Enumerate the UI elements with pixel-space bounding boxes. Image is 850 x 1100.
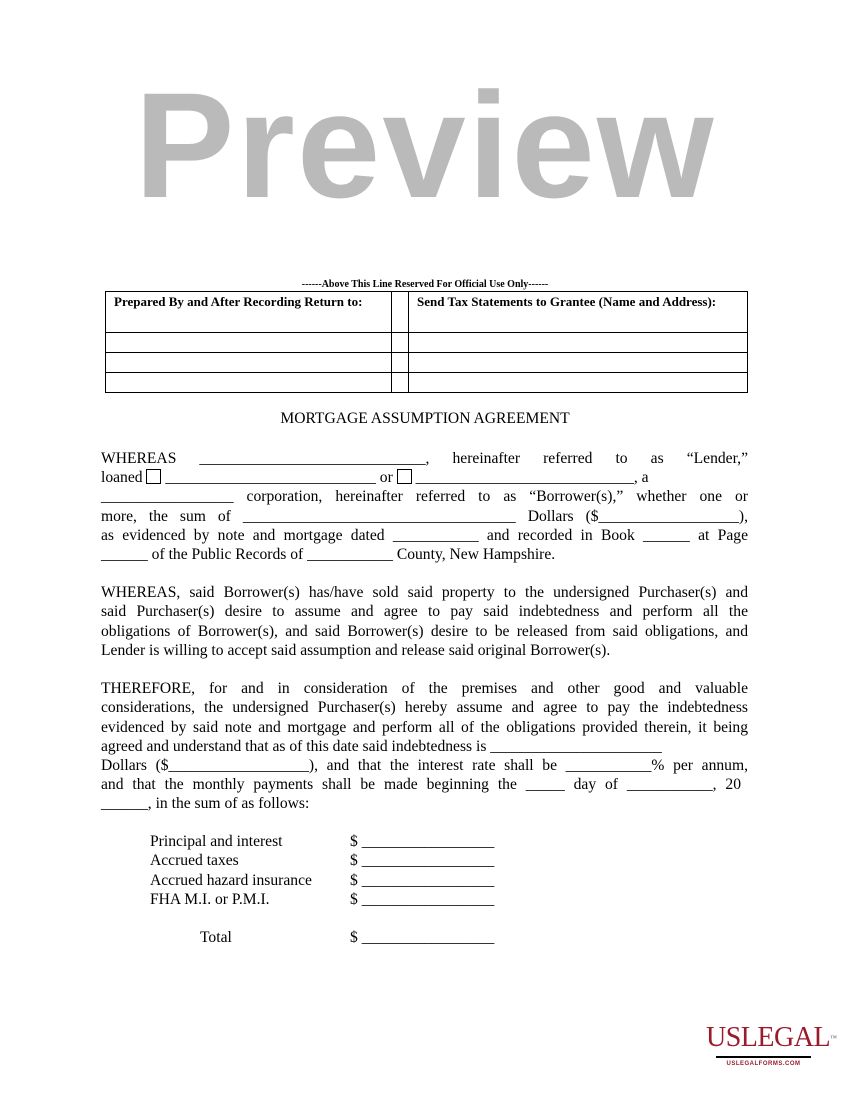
send-tax-field[interactable]: [409, 353, 748, 373]
payment-label: Accrued taxes: [150, 852, 239, 869]
para1-line: as evidenced by note and mortgage dated ___________ and recorded in Book ______ at Page: [101, 527, 748, 544]
recording-info-table: [105, 291, 748, 393]
para3-line: considerations, the undersigned Purchaser(s) hereby assume and agree to pay the indebtedness: [101, 699, 748, 716]
send-tax-field[interactable]: [409, 373, 748, 393]
column-gap: [392, 353, 409, 373]
para1-line: more, the sum of ___________________________________ Dollars ($__________________),: [101, 508, 748, 525]
para1-line: WHEREAS _____________________________, hereinafter referred to as “Lender,”: [101, 450, 748, 467]
corporation-checkbox[interactable]: [397, 469, 412, 484]
payment-value[interactable]: $ _________________: [350, 872, 495, 889]
uslegal-logo: [706, 1022, 837, 1067]
para2-line: obligations of Borrower(s), and said Borrower(s) desire to be released from said obligations, and: [101, 623, 748, 640]
para1-line-loaned: [101, 468, 748, 487]
column-gap: [392, 333, 409, 353]
para3-line: ______, in the sum of as follows:: [101, 795, 310, 812]
text: ___________________________ or: [161, 469, 397, 486]
eagle-wings-icon: [716, 1054, 811, 1060]
send-tax-header-cell: [409, 292, 748, 333]
para3-line: agreed and understand that as of this date said indebtedness is ______________________: [101, 738, 662, 755]
reserved-line-notice: ------Above This Line Reserved For Official Use Only------: [301, 279, 549, 290]
para3-line: THEREFORE, for and in consideration of the premises and other good and valuable: [101, 680, 748, 697]
payment-label: Principal and interest: [150, 833, 283, 850]
text: ____________________________, a: [411, 469, 649, 486]
send-tax-field[interactable]: [409, 333, 748, 353]
para1-line: _________________ corporation, hereinafter referred to as “Borrower(s),” whether one or: [101, 488, 748, 505]
payment-value[interactable]: $ _________________: [350, 852, 495, 869]
document-title: MORTGAGE ASSUMPTION AGREEMENT: [280, 410, 570, 427]
para2-line: said Purchaser(s) desire to assume and agree to pay said indebtedness and perform all the: [101, 603, 748, 620]
payment-value[interactable]: $ _________________: [350, 833, 495, 850]
preview-watermark: Preview: [134, 61, 716, 229]
para1-line: ______ of the Public Records of ___________ County, New Hampshire.: [101, 546, 556, 563]
payment-label: FHA M.I. or P.M.I.: [150, 891, 270, 908]
prepared-by-field[interactable]: [106, 333, 392, 353]
individual-checkbox[interactable]: [146, 469, 161, 484]
prepared-by-header: Prepared By and After Recording Return to:: [114, 294, 363, 309]
prepared-by-field[interactable]: [106, 373, 392, 393]
trademark: ™: [830, 1034, 837, 1042]
column-gap: [392, 292, 409, 333]
column-gap: [392, 373, 409, 393]
total-value[interactable]: $ _________________: [350, 929, 495, 946]
logo-brand: [706, 1022, 837, 1053]
para3-line: Dollars ($__________________), and that the interest rate shall be ___________% per annum,: [101, 757, 748, 774]
total-label: Total: [200, 929, 232, 946]
prepared-by-header-cell: [106, 292, 392, 333]
text: loaned: [101, 469, 147, 486]
para2-line: WHEREAS, said Borrower(s) has/have sold said property to the undersigned Purchaser(s) and: [101, 584, 748, 601]
para3-line: and that the monthly payments shall be made beginning the _____ day of ___________, 20: [101, 776, 741, 793]
prepared-by-field[interactable]: [106, 353, 392, 373]
para3-line: evidenced by said note and mortgage and perform all of the obligations provided therein, it being: [101, 719, 748, 736]
payment-label: Accrued hazard insurance: [150, 872, 312, 889]
send-tax-header: Send Tax Statements to Grantee (Name and Address):: [417, 294, 717, 309]
logo-url: USLEGALFORMS.COM: [726, 1061, 801, 1067]
logo-brand-text: USLEGAL: [706, 1022, 831, 1053]
para2-line: Lender is willing to accept said assumption and release said original Borrower(s).: [101, 642, 611, 659]
payment-value[interactable]: $ _________________: [350, 891, 495, 908]
